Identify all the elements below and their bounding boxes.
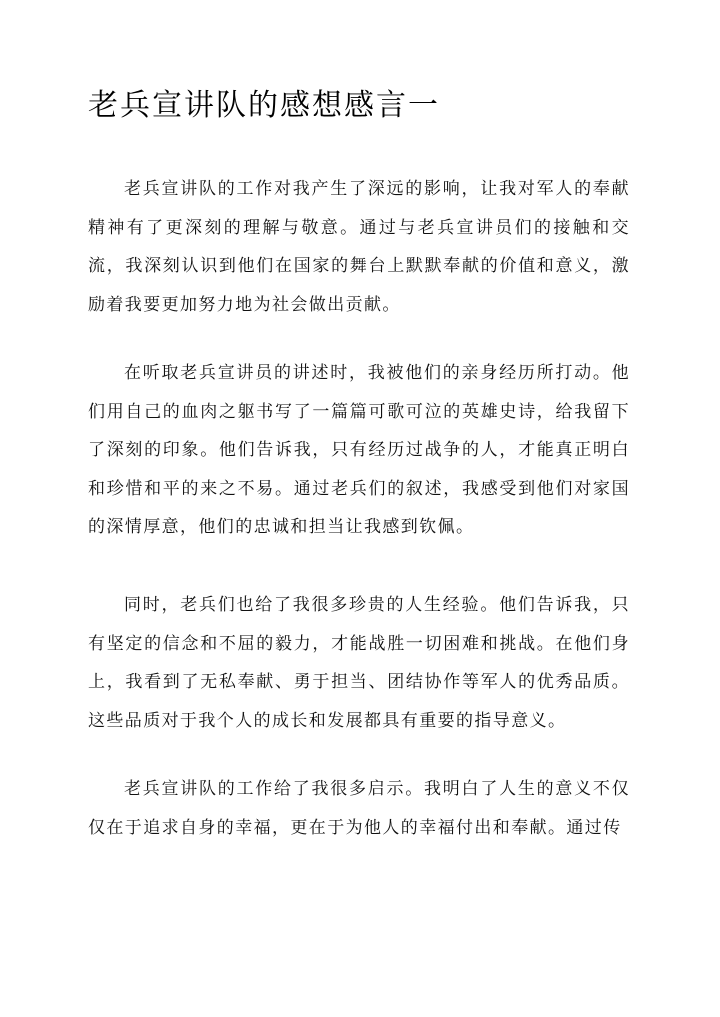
paragraph-1: 老兵宣讲队的工作对我产生了深远的影响，让我对军人的奉献精神有了更深刻的理解与敬意。通过与老兵宣讲员们的接触和交流，我深刻认识到他们在国家的舞台上默默奉献的价值和意义，激励着我要更加努力地为社会做出贡献。 (88, 179, 630, 315)
paragraph-4: 老兵宣讲队的工作给了我很多启示。我明白了人生的意义不仅仅在于追求自身的幸福，更在于为他人的幸福付出和奉献。通过传 (88, 779, 630, 838)
paragraph-3: 同时，老兵们也给了我很多珍贵的人生经验。他们告诉我，只有坚定的信念和不屈的毅力，才能战胜一切困难和挑战。在他们身上，我看到了无私奉献、勇于担当、团结协作等军人的优秀品质。这些品质对于我个人的成长和发展都具有重要的指导意义。 (88, 595, 630, 731)
document-title: 老兵宣讲队的感想感言一 (88, 88, 440, 123)
paragraph-2: 在听取老兵宣讲员的讲述时，我被他们的亲身经历所打动。他们用自己的血肉之躯书写了一篇篇可歌可泣的英雄史诗，给我留下了深刻的印象。他们告诉我，只有经历过战争的人，才能真正明白和珍惜和平的来之不易。通过老兵们的叙述，我感受到他们对家国的深情厚意，他们的忠诚和担当让我感到钦佩。 (88, 363, 630, 537)
